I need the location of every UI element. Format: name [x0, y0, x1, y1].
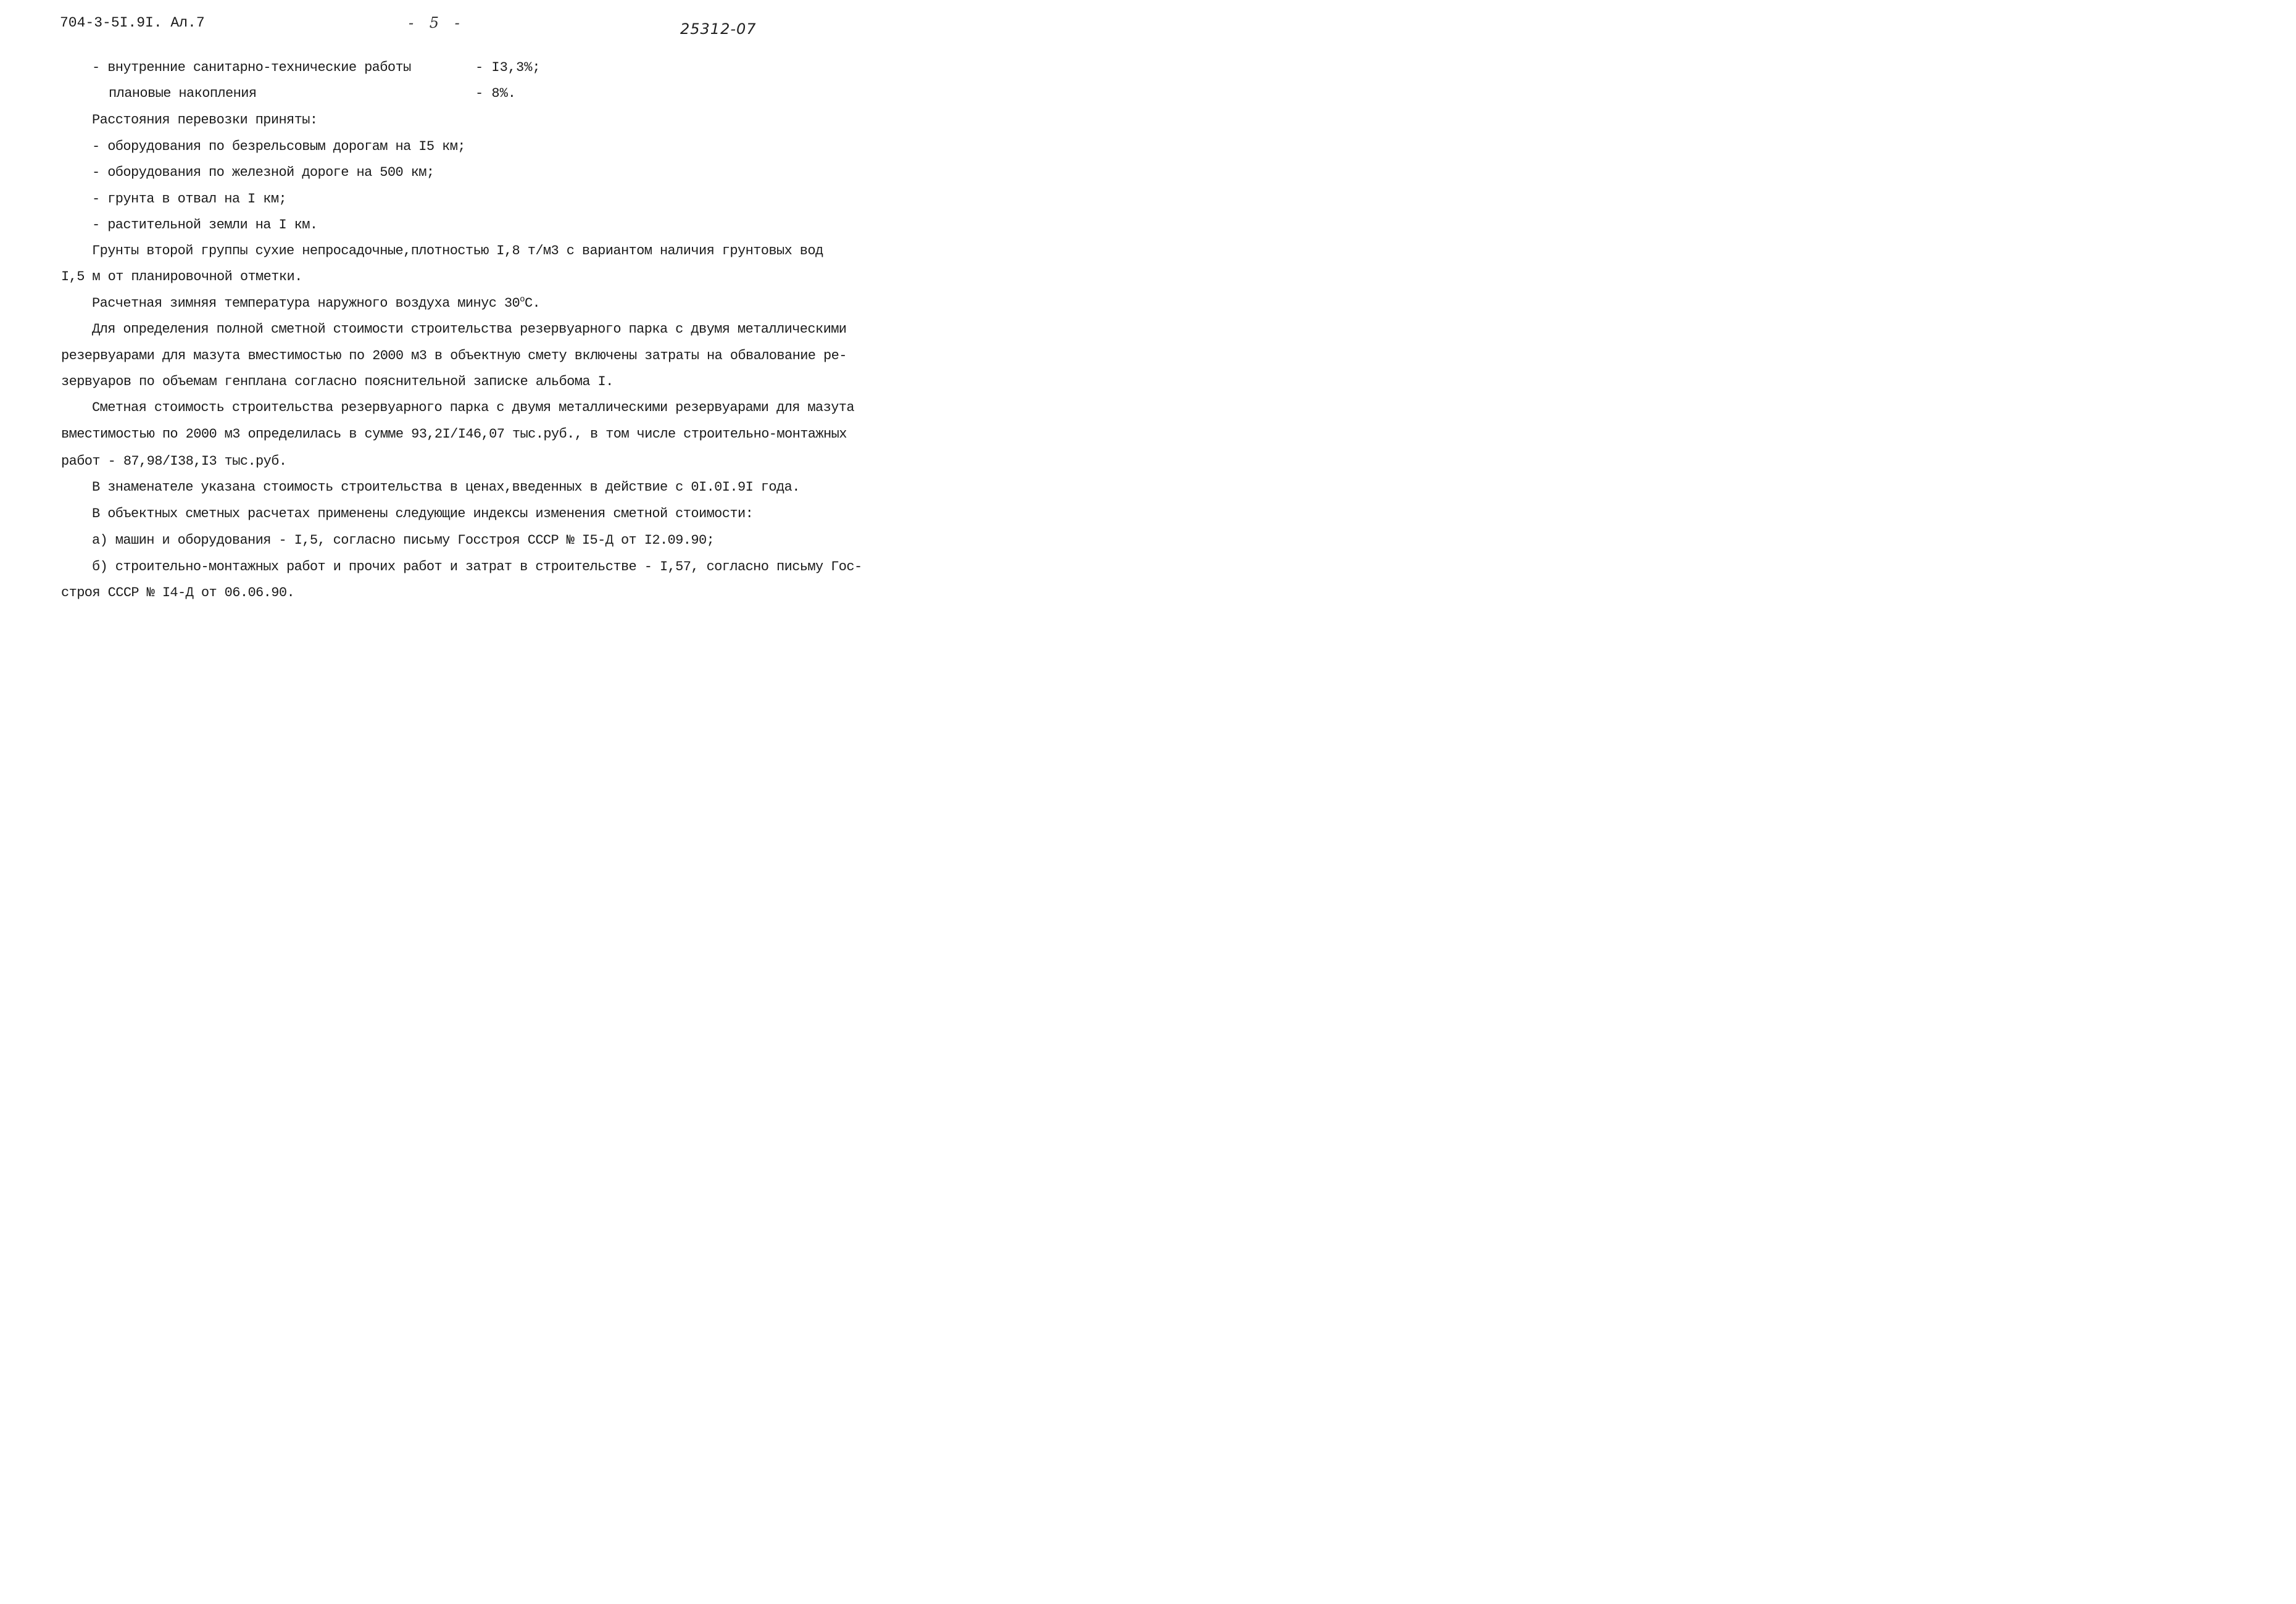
temperature-unit: С.: [524, 296, 541, 311]
document-page: [0, 0, 957, 669]
estimate-paragraph-line: зервуаров по объемам генплана согласно пояснительной записке альбома I.: [61, 374, 614, 389]
degree-sign: о: [520, 294, 525, 305]
index-item-construction-cont: строя СССР № I4-Д от 06.06.90.: [61, 585, 295, 600]
transport-item: - грунта в отвал на I км;: [92, 191, 287, 207]
estimate-paragraph-line: Для определения полной сметной стоимости строительства резервуарного парка с двумя металлическими: [92, 322, 847, 337]
cost-paragraph-line: Сметная стоимость строительства резервуарного парка с двумя металлическими резервуарами для мазута: [92, 400, 855, 415]
soils-line: I,5 м от планировочной отметки.: [61, 269, 302, 285]
page-number: - 5 -: [409, 14, 460, 31]
index-item-construction: б) строительно-монтажных работ и прочих работ и затрат в строительстве - I,57, согласно письму Гос-: [92, 559, 862, 575]
denominator-note: В знаменателе указана стоимость строительства в ценах,введенных в действие с 0I.0I.9I года.: [92, 480, 800, 495]
archive-stamp-number: 25312-07: [680, 20, 757, 38]
temperature-line: [92, 294, 540, 313]
sanitary-works-value: - I3,3%;: [475, 60, 541, 75]
cost-paragraph-line: вместимостью по 2000 м3 определилась в сумме 93,2I/I46,07 тыс.руб., в том числе строительно-монтажных: [61, 426, 847, 442]
sanitary-works-label: - внутренние санитарно-технические работы: [92, 60, 411, 75]
transport-item: - оборудования по железной дороге на 500 км;: [92, 165, 435, 180]
document-code: 704-3-5I.9I. Ал.7: [60, 15, 205, 31]
transport-item: - оборудования по безрельсовым дорогам на I5 км;: [92, 139, 465, 154]
transport-item: - растительной земли на I км.: [92, 217, 318, 233]
indices-heading: В объектных сметных расчетах применены следующие индексы изменения сметной стоимости:: [92, 506, 754, 522]
temperature-text: Расчетная зимняя температура наружного воздуха минус 30: [92, 296, 520, 311]
estimate-paragraph-line: резервуарами для мазута вместимостью по 2000 м3 в объектную смету включены затраты на обвалование ре-: [61, 348, 847, 364]
planned-savings-value: - 8%.: [475, 86, 517, 101]
planned-savings-label: плановые накопления: [109, 86, 257, 101]
transport-heading: Расстояния перевозки приняты:: [92, 112, 318, 128]
cost-paragraph-line: работ - 87,98/I38,I3 тыс.руб.: [61, 454, 287, 469]
index-item-machines: а) машин и оборудования - I,5, согласно письму Госстроя СССР № I5-Д от I2.09.90;: [92, 533, 715, 548]
soils-line: Грунты второй группы сухие непросадочные,плотностью I,8 т/м3 с вариантом наличия грунтовых вод: [92, 243, 823, 259]
